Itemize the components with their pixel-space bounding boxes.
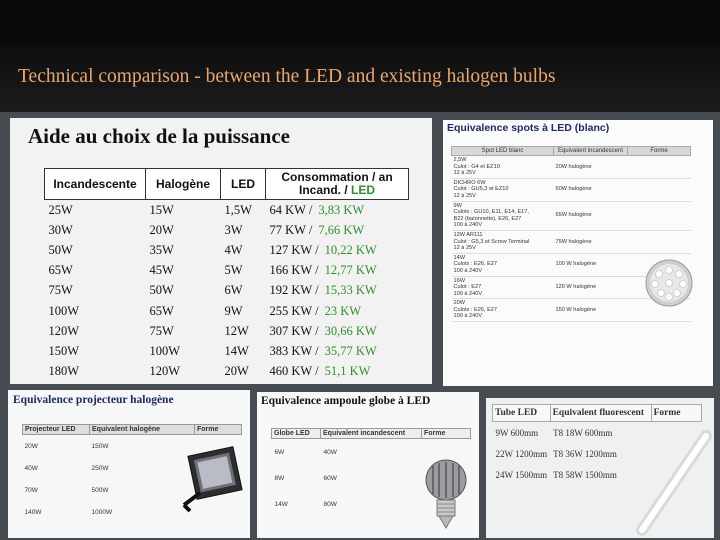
power-row <box>45 341 409 361</box>
cell-spot-description <box>452 156 554 179</box>
power-row <box>45 321 409 341</box>
power-choice-panel <box>10 118 432 384</box>
col-globe-form: Forme <box>422 429 471 439</box>
globe-table-header <box>272 429 471 439</box>
spot-description-line: Culot : GU5,3 et EZ10 <box>453 186 509 193</box>
cell-consumption <box>266 362 409 382</box>
col-tube-form: Forme <box>651 405 701 422</box>
cell-halogen: 15W <box>149 202 174 217</box>
power-table <box>44 168 409 382</box>
cell-spot-description <box>452 201 554 230</box>
spot-description-line: 100 à 240V <box>453 222 483 229</box>
led-consumption: 7,66 KW <box>318 222 365 237</box>
incandescent-consumption: 166 KW / <box>269 263 319 278</box>
col-globe-equivalent: Equivalent incandescent <box>321 429 422 439</box>
cell-globe-equivalent: 60W <box>323 474 337 482</box>
cell-projector-led: 20W <box>24 442 38 450</box>
cell-tube-equivalent: T8 58W 1500mm <box>553 469 617 480</box>
slide-title: Technical comparison - between the LED and existing halogen bulbs <box>18 66 556 87</box>
cell-led: 12W <box>224 323 249 338</box>
cell-consumption <box>266 281 409 301</box>
cell-led: 4W <box>224 242 243 257</box>
cell-globe-equivalent: 40W <box>323 448 337 456</box>
col-spot-equivalent: Equivalent incandescent <box>554 147 628 156</box>
cell-led: 6W <box>224 283 243 298</box>
spot-row <box>452 178 691 201</box>
led-consumption: 15,33 KW <box>324 283 377 298</box>
cell-tube-led: 22W 1200mm <box>495 448 548 459</box>
top-band <box>0 0 720 44</box>
cell-globe-equivalent: 80W <box>323 500 337 508</box>
spot-description-line: 100 à 240V <box>453 313 483 320</box>
cell-spot-equivalent: 20W halogène <box>554 156 628 179</box>
spots-panel <box>443 120 713 386</box>
cell-spot-form <box>628 178 691 201</box>
cell-incandescent: 75W <box>48 283 73 298</box>
cell-consumption <box>266 240 409 260</box>
led-spot-bulb-image <box>644 258 694 308</box>
col-consumption <box>266 169 409 200</box>
incandescent-consumption: 64 KW / <box>269 202 313 217</box>
cell-tube-led: 9W 600mm <box>495 427 539 438</box>
consumption-led: LED <box>351 183 376 197</box>
tube-panel <box>486 398 714 538</box>
cell-tube-equivalent: T8 36W 1200mm <box>553 448 617 459</box>
led-consumption: 23 KW <box>324 303 362 318</box>
spot-description-line: 20W <box>453 300 466 307</box>
cell-halogen: 75W <box>149 323 174 338</box>
cell-consumption <box>266 341 409 361</box>
col-led: LED <box>221 169 266 200</box>
power-row <box>45 362 409 382</box>
led-consumption: 35,77 KW <box>324 343 377 358</box>
cell-incandescent: 50W <box>48 242 73 257</box>
cell-tube-led: 24W 1500mm <box>495 469 548 480</box>
cell-projector-equivalent: 1000W <box>91 508 113 516</box>
spot-description-line: Culots : E26, E27 <box>453 261 498 268</box>
spot-description-line: Culots : E26, E27 <box>453 306 498 313</box>
cell-tube-equivalent: T8 18W 600mm <box>553 427 613 438</box>
cell-globe-led: 8W <box>274 474 285 482</box>
cell-halogen: 45W <box>149 263 174 278</box>
col-incandescent: Incandescente <box>45 169 146 200</box>
cell-projector-equivalent: 500W <box>91 486 109 494</box>
led-consumption: 3,83 KW <box>318 202 365 217</box>
tube-table-header <box>493 405 702 422</box>
cell-led: 3W <box>224 222 243 237</box>
cell-spot-equivalent: 150 W halogène <box>554 299 628 322</box>
cell-consumption <box>266 200 409 221</box>
led-projector-image <box>178 445 244 515</box>
cell-incandescent: 120W <box>48 323 80 338</box>
incandescent-consumption: 192 KW / <box>269 283 319 298</box>
cell-spot-form <box>628 156 691 179</box>
col-projector-form: Forme <box>195 425 242 435</box>
cell-projector-equivalent: 150W <box>91 442 109 450</box>
spot-description-line: B22 (baïonnette), E26, E27 <box>453 215 522 222</box>
led-consumption: 10,22 KW <box>324 242 377 257</box>
spot-description-line: Culot : G5,3 et Screw Terminal <box>453 238 530 245</box>
power-row <box>45 220 409 240</box>
cell-incandescent: 100W <box>48 303 80 318</box>
cell-spot-equivalent: 100 W halogène <box>554 253 628 276</box>
spot-description-line: Culot : E27 <box>453 284 482 291</box>
cell-consumption <box>266 321 409 341</box>
cell-spot-description <box>452 253 554 276</box>
power-row <box>45 261 409 281</box>
spot-description-line: 9W <box>453 202 462 209</box>
cell-projector-led: 70W <box>24 486 38 494</box>
incandescent-consumption: 255 KW / <box>269 303 319 318</box>
power-choice-heading: Aide au choix de la puissance <box>28 124 290 148</box>
cell-spot-description <box>452 230 554 253</box>
spot-row <box>452 201 691 230</box>
col-spot-led: Spot LED blanc <box>452 147 554 156</box>
cell-spot-description <box>452 178 554 201</box>
projector-panel <box>8 390 250 538</box>
cell-led: 1,5W <box>224 202 252 217</box>
cell-projector-led: 40W <box>24 464 38 472</box>
consumption-line2: Incand. / <box>298 183 348 197</box>
cell-spot-equivalent: 75W halogène <box>554 230 628 253</box>
spot-description-line: 14W <box>453 254 466 261</box>
cell-led: 9W <box>224 303 243 318</box>
led-consumption: 30,66 KW <box>324 323 377 338</box>
cell-led: 14W <box>224 343 249 358</box>
col-halogen: Halogène <box>146 169 221 200</box>
spot-description-line: 12 à 25V <box>453 245 476 252</box>
col-globe-led: Globe LED <box>272 429 321 439</box>
led-consumption: 12,77 KW <box>324 263 377 278</box>
spot-description-line: DICHRO 6W <box>453 179 486 186</box>
cell-consumption <box>266 301 409 321</box>
spot-row <box>452 156 691 179</box>
incandescent-consumption: 307 KW / <box>269 323 319 338</box>
cell-halogen: 20W <box>149 222 174 237</box>
spots-heading: Equivalence spots à LED (blanc) <box>447 122 610 134</box>
cell-projector-led: 140W <box>24 508 42 516</box>
consumption-line1: Consommation / an <box>281 170 393 184</box>
cell-halogen: 35W <box>149 242 174 257</box>
incandescent-consumption: 127 KW / <box>269 242 319 257</box>
cell-spot-equivalent: 65W halogène <box>554 201 628 230</box>
cell-spot-form <box>628 201 691 230</box>
cell-halogen: 120W <box>149 364 181 379</box>
spot-description-line: 12 à 25V <box>453 170 476 177</box>
cell-spot-equivalent: 50W halogène <box>554 178 628 201</box>
led-tube-image <box>636 430 712 538</box>
cell-spot-description <box>452 276 554 299</box>
cell-projector-equivalent: 250W <box>91 464 109 472</box>
col-spot-form: Forme <box>628 147 691 156</box>
cell-spot-description <box>452 299 554 322</box>
cell-spot-equivalent: 120 W halogène <box>554 276 628 299</box>
spot-description-line: Culots : GU10, E11, E14, E17, <box>453 209 529 216</box>
spot-description-line: 100 à 240V <box>453 267 483 274</box>
incandescent-consumption: 460 KW / <box>269 364 319 379</box>
power-row <box>45 301 409 321</box>
cell-led: 20W <box>224 364 249 379</box>
col-tube-equivalent: Equivalent fluorescent <box>550 405 651 422</box>
cell-incandescent: 180W <box>48 364 80 379</box>
led-globe-bulb-image <box>423 458 469 536</box>
spot-description-line: 2,5W <box>453 157 467 163</box>
col-projector-equivalent: Equivalent halogène <box>90 425 195 435</box>
spot-row <box>452 230 691 253</box>
col-tube-led: Tube LED <box>493 405 551 422</box>
power-row <box>45 281 409 301</box>
globe-panel <box>257 392 479 538</box>
cell-halogen: 50W <box>149 283 174 298</box>
spot-description-line: 16W <box>453 277 466 284</box>
power-row <box>45 200 409 221</box>
cell-halogen: 100W <box>149 343 181 358</box>
globe-heading: Equivalence ampoule globe à LED <box>261 395 431 407</box>
power-row <box>45 240 409 260</box>
cell-halogen: 65W <box>149 303 174 318</box>
cell-consumption <box>266 220 409 240</box>
spots-table-header <box>452 147 691 156</box>
col-projector-led: Projecteur LED <box>23 425 90 435</box>
cell-incandescent: 30W <box>48 222 73 237</box>
spot-description-line: 12 à 25V <box>453 192 476 199</box>
cell-incandescent: 65W <box>48 263 73 278</box>
incandescent-consumption: 77 KW / <box>269 222 313 237</box>
cell-globe-led: 14W <box>274 500 288 508</box>
power-table-header <box>45 169 409 200</box>
spot-description-line: 12W AR111 <box>453 231 483 238</box>
cell-spot-form <box>628 230 691 253</box>
cell-globe-led: 6W <box>274 448 285 456</box>
cell-consumption <box>266 261 409 281</box>
projector-table-header <box>23 425 242 435</box>
spot-description-line: Culot : G4 et EZ10 <box>453 163 500 170</box>
cell-incandescent: 25W <box>48 202 73 217</box>
incandescent-consumption: 383 KW / <box>269 343 319 358</box>
cell-incandescent: 150W <box>48 343 80 358</box>
cell-led: 5W <box>224 263 243 278</box>
led-consumption: 51,1 KW <box>324 364 371 379</box>
projector-heading: Equivalence projecteur halogène <box>13 394 174 406</box>
spot-description-line: 100 à 240V <box>453 290 483 297</box>
